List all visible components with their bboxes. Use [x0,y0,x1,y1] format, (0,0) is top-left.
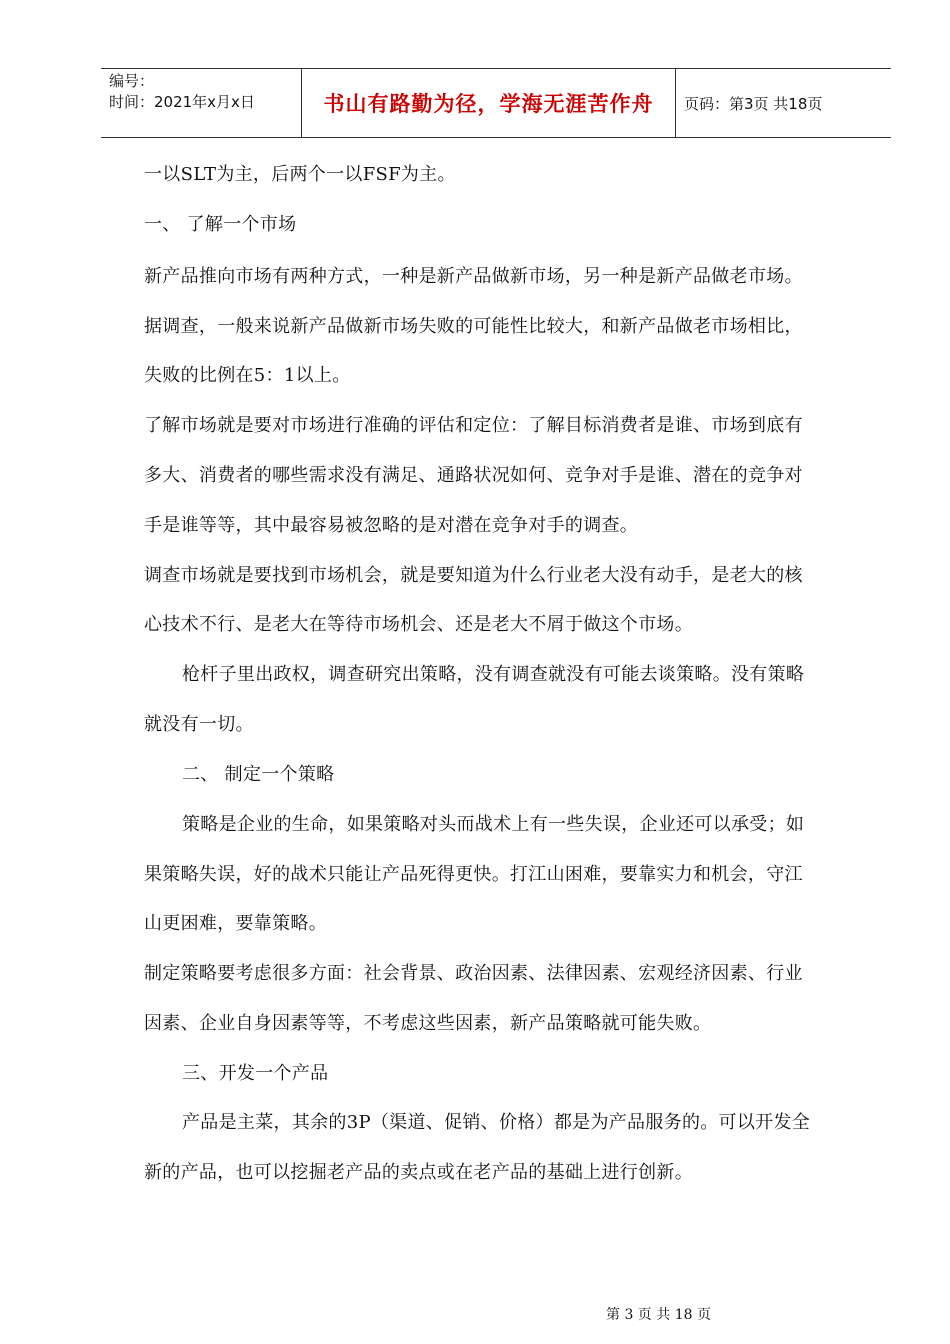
time-label: 时间：2021年x月x日 [109,93,255,111]
body-line: 手是谁等等，其中最容易被忽略的是对潜在竞争对手的调查。 [144,515,639,536]
header-meta-cell [101,69,302,137]
body-line: 调查市场就是要找到市场机会，就是要知道为什么行业老大没有动手，是老大的核 [144,565,803,586]
header-page-cell [676,69,891,137]
code-label: 编号： [109,72,155,90]
body-line: 多大、消费者的哪些需求没有满足、通路状况如何、竞争对手是谁、潜在的竞争对 [144,465,803,486]
body-line: 一以SLT为主，后两个一以FSF为主。 [144,164,456,185]
motto-text: 书山有路勤为径，学海无涯苦作舟 [323,91,654,116]
body-line: 果策略失误，好的战术只能让产品死得更快。打江山困难，要靠实力和机会，守江 [144,864,803,885]
body-line: 枪杆子里出政权，调查研究出策略，没有调查就没有可能去谈策略。没有策略 [182,664,805,685]
header-motto-cell [302,69,676,137]
section-heading: 一、 了解一个市场 [144,214,297,235]
body-line: 据调查，一般来说新产品做新市场失败的可能性比较大，和新产品做老市场相比， [144,316,803,337]
body-line: 产品是主菜，其余的3P（渠道、促销、价格）都是为产品服务的。可以开发全 [182,1112,811,1133]
document-header [101,68,891,138]
body-line: 新的产品，也可以挖掘老产品的卖点或在老产品的基础上进行创新。 [144,1162,693,1183]
body-line: 策略是企业的生命，如果策略对头而战术上有一些失误，企业还可以承受；如 [182,814,805,835]
body-line: 失败的比例在5：1以上。 [144,365,351,386]
body-line: 山更困难，要靠策略。 [144,913,327,934]
body-line: 新产品推向市场有两种方式，一种是新产品做新市场，另一种是新产品做老市场。 [144,266,803,287]
footer-page-number: 第 3 页 共 18 页 [606,1307,711,1323]
section-heading: 二、 制定一个策略 [182,764,335,785]
section-heading: 三、开发一个产品 [182,1063,329,1084]
body-line: 心技术不行、是老大在等待市场机会、还是老大不屑于做这个市场。 [144,614,693,635]
body-line: 因素、企业自身因素等等，不考虑这些因素，新产品策略就可能失败。 [144,1013,712,1034]
page-info: 页码：第3页 共18页 [684,94,823,113]
body-line: 了解市场就是要对市场进行准确的评估和定位：了解目标消费者是谁、市场到底有 [144,415,803,436]
body-line: 就没有一切。 [144,714,254,735]
body-line: 制定策略要考虑很多方面：社会背景、政治因素、法律因素、宏观经济因素、行业 [144,963,803,984]
